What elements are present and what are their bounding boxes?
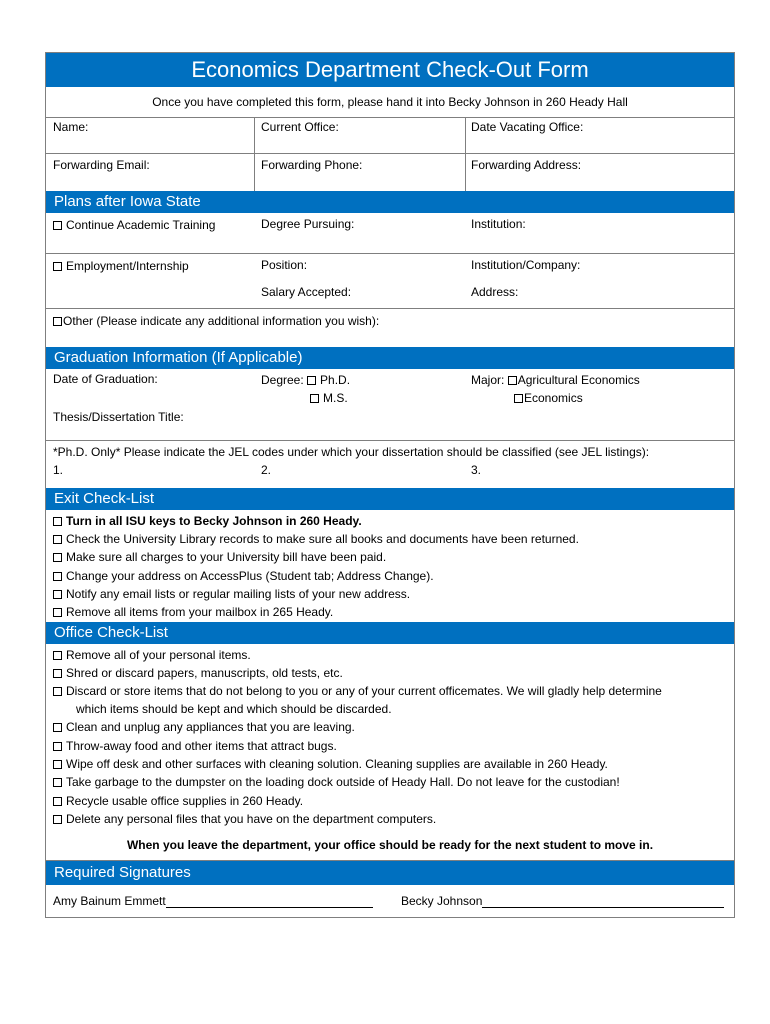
jel-code-1[interactable]: 1. [53, 463, 64, 477]
exit-checklist-item[interactable]: Turn in all ISU keys to Becky Johnson in 260 Heady. [53, 514, 362, 528]
closing-note: When you leave the department, your office should be ready for the next student to move in. [126, 838, 654, 852]
instructions-text: Once you have completed this form, please hand it into Becky Johnson in 260 Heady Hall [152, 95, 628, 109]
office-checklist-item-continued: which items should be kept and which should be discarded. [76, 702, 392, 716]
exit-checklist-item[interactable]: Notify any email lists or regular mailing lists of your new address. [53, 587, 410, 601]
employment-option[interactable]: Employment/Internship [53, 259, 189, 273]
signatures-heading: Required Signatures [46, 861, 734, 885]
major-econ-option[interactable]: Economics [514, 391, 583, 405]
exit-checklist-item[interactable]: Remove all items from your mailbox in 265 Heady. [53, 605, 333, 619]
office-checklist-item[interactable]: Wipe off desk and other surfaces with cleaning solution. Cleaning supplies are available in 260 Heady. [53, 757, 608, 771]
divider [46, 253, 734, 254]
checkbox[interactable] [53, 797, 62, 806]
office-checklist-heading: Office Check-List [46, 622, 734, 644]
checkbox[interactable] [310, 394, 319, 403]
checkbox[interactable] [53, 687, 62, 696]
checkbox[interactable] [514, 394, 523, 403]
checkbox[interactable] [53, 262, 62, 271]
checkbox[interactable] [53, 535, 62, 544]
forwarding-email-field[interactable]: Forwarding Email: [53, 158, 150, 172]
checkbox[interactable] [508, 376, 517, 385]
name-field[interactable]: Name: [53, 120, 89, 134]
office-checklist-item[interactable]: Recycle usable office supplies in 260 Heady. [53, 794, 303, 808]
signature-field-1[interactable]: Amy Bainum Emmett [53, 894, 373, 908]
checkbox[interactable] [53, 517, 62, 526]
office-checklist-item[interactable]: Clean and unplug any appliances that you are leaving. [53, 720, 355, 734]
column-divider [465, 117, 466, 191]
checkbox[interactable] [53, 778, 62, 787]
degree-pursuing-field[interactable]: Degree Pursuing: [261, 217, 355, 231]
exit-checklist-item[interactable]: Make sure all charges to your University bill have been paid. [53, 550, 386, 564]
checkbox[interactable] [53, 553, 62, 562]
jel-code-2[interactable]: 2. [261, 463, 272, 477]
institution-field[interactable]: Institution: [471, 217, 526, 231]
office-checklist-item[interactable]: Shred or discard papers, manuscripts, old tests, etc. [53, 666, 343, 680]
exit-checklist-item[interactable]: Change your address on AccessPlus (Student tab; Address Change). [53, 569, 434, 583]
checkbox[interactable] [307, 376, 316, 385]
degree-ms-option[interactable]: M.S. [310, 391, 348, 405]
checkout-form [45, 52, 735, 918]
jel-note: *Ph.D. Only* Please indicate the JEL codes under which your dissertation should be classified (see JEL listings): [53, 445, 650, 459]
checkbox[interactable] [53, 723, 62, 732]
office-checklist-item[interactable]: Discard or store items that do not belong to you or any of your current officemates. We will gladly help determine [53, 684, 662, 698]
checkbox[interactable] [53, 742, 62, 751]
degree-phd-option[interactable]: Degree: Ph.D. [261, 373, 351, 387]
checkbox[interactable] [53, 221, 62, 230]
office-checklist-item[interactable]: Remove all of your personal items. [53, 648, 251, 662]
checkbox[interactable] [53, 572, 62, 581]
checkbox[interactable] [53, 760, 62, 769]
forwarding-address-field[interactable]: Forwarding Address: [471, 158, 582, 172]
checkbox[interactable] [53, 815, 62, 824]
office-checklist-item[interactable]: Delete any personal files that you have on the department computers. [53, 812, 436, 826]
current-office-field[interactable]: Current Office: [261, 120, 339, 134]
divider [46, 308, 734, 309]
form-title: Economics Department Check-Out Form [46, 53, 734, 87]
exit-checklist-item[interactable]: Check the University Library records to make sure all books and documents have been returned. [53, 532, 579, 546]
address-field[interactable]: Address: [471, 285, 519, 299]
exit-checklist-heading: Exit Check-List [46, 488, 734, 510]
signature-line[interactable] [482, 896, 724, 908]
salary-accepted-field[interactable]: Salary Accepted: [261, 285, 352, 299]
graduation-heading: Graduation Information (If Applicable) [46, 347, 734, 369]
checkbox[interactable] [53, 608, 62, 617]
checkbox[interactable] [53, 590, 62, 599]
divider [46, 440, 734, 441]
institution-company-field[interactable]: Institution/Company: [471, 258, 581, 272]
column-divider [254, 117, 255, 191]
signature-field-2[interactable]: Becky Johnson [401, 894, 724, 908]
plans-heading: Plans after Iowa State [46, 191, 734, 213]
divider [46, 117, 734, 118]
signature-line[interactable] [166, 896, 373, 908]
divider [46, 153, 734, 154]
office-checklist-item[interactable]: Throw-away food and other items that attract bugs. [53, 739, 337, 753]
continue-academic-option[interactable]: Continue Academic Training [53, 218, 215, 232]
position-field[interactable]: Position: [261, 258, 308, 272]
date-vacating-field[interactable]: Date Vacating Office: [471, 120, 584, 134]
graduation-date-field[interactable]: Date of Graduation: [53, 372, 158, 386]
checkbox[interactable] [53, 669, 62, 678]
checkbox[interactable] [53, 317, 62, 326]
thesis-title-field[interactable]: Thesis/Dissertation Title: [53, 410, 184, 424]
office-checklist-item[interactable]: Take garbage to the dumpster on the loading dock outside of Heady Hall. Do not leave for the custodian! [53, 775, 620, 789]
other-option[interactable]: Other (Please indicate any additional information you wish): [53, 314, 379, 328]
forwarding-phone-field[interactable]: Forwarding Phone: [261, 158, 363, 172]
major-agecon-option[interactable]: Major: Agricultural Economics [471, 373, 640, 387]
jel-code-3[interactable]: 3. [471, 463, 482, 477]
checkbox[interactable] [53, 651, 62, 660]
